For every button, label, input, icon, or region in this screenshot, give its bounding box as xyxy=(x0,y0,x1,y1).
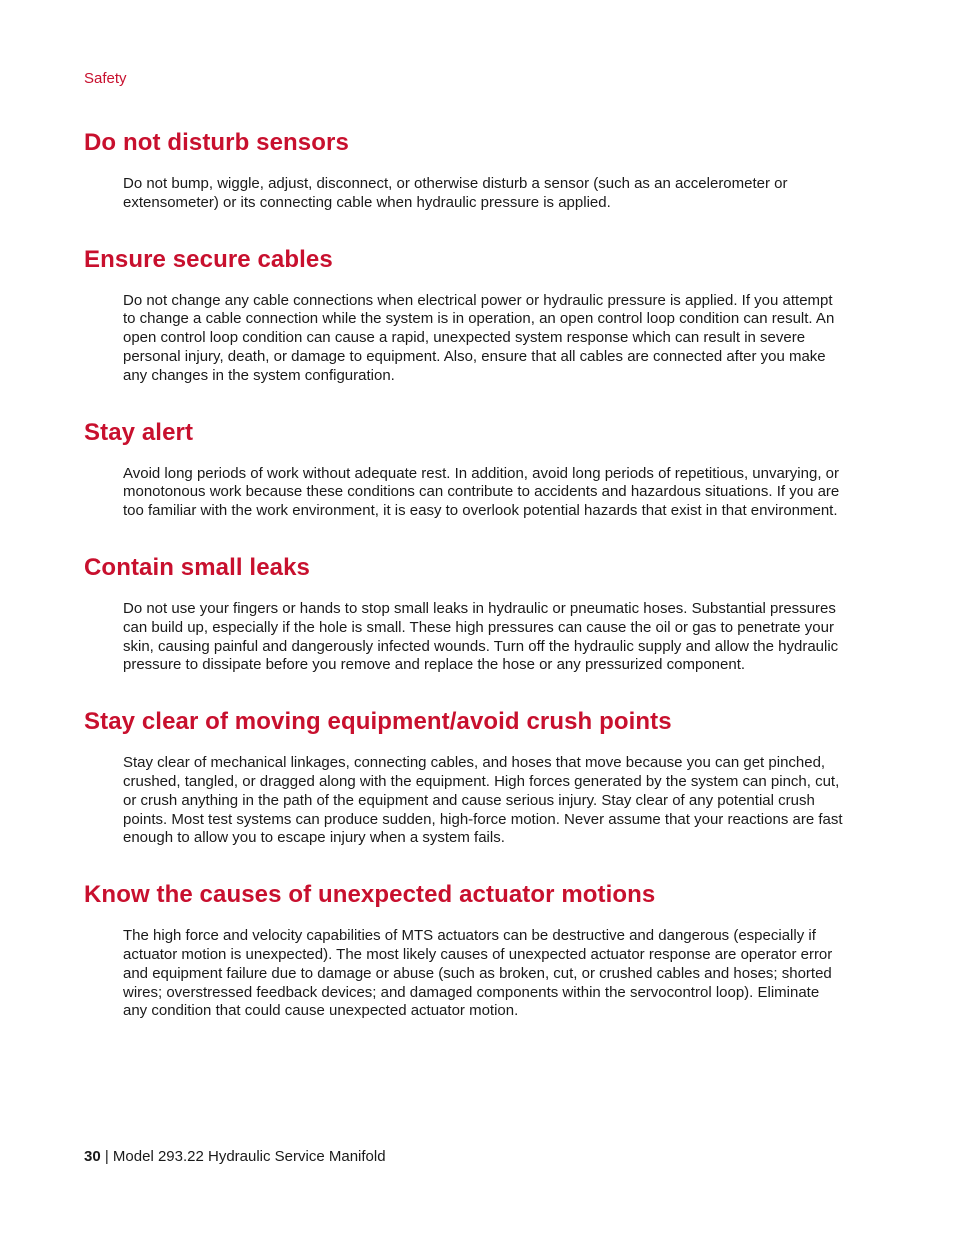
section-body: Do not use your fingers or hands to stop small leaks in hydraulic or pneumatic hoses. Substantial pressures can build up, especially if the hole is small. These high pressures can cause the oil or gas to penetrate your skin, causing painful and dangerously infected wounds. Turn off the hydraulic supply and allow the hydraulic pressure to dissipate before you remove and replace the hose or any pressurized component. xyxy=(123,599,839,674)
section-ensure-secure-cables xyxy=(84,243,844,386)
section-body: Do not change any cable connections when electrical power or hydraulic pressure is applied. If you attempt to change a cable connection while the system is in operation, an open control loop condition can result. An open control loop condition can cause a rapid, unexpected system response which can result in severe personal injury, death, or damage to equipment. Also, ensure that all cables are connected after you make any changes in the system configuration. xyxy=(123,291,835,384)
section-heading: Stay clear of moving equipment/avoid crush points xyxy=(84,708,672,736)
section-heading: Ensure secure cables xyxy=(84,245,333,273)
section-heading: Do not disturb sensors xyxy=(84,129,349,156)
section-contain-small-leaks xyxy=(84,551,844,675)
section-stay-alert xyxy=(84,416,844,521)
section-body: Stay clear of mechanical linkages, connecting cables, and hoses that move because you can get pinched, crushed, tangled, or dragged along with the equipment. High forces generated by the system can pinch, cut, or crush anything in the path of the equipment and cause serious injury. Stay clear of any potential crush points. Most test systems can produce sudden, high-force motion. Never assume that your reactions are fast enough to allow you to escape injury when a system fails. xyxy=(123,754,843,847)
document-title: Model 293.22 Hydraulic Service Manifold xyxy=(112,1148,386,1165)
section-do-not-disturb-sensors xyxy=(84,126,844,213)
main-content xyxy=(84,126,844,1021)
section-body: The high force and velocity capabilities of MTS actuators can be destructive and dangerous (especially if actuator motion is unexpected). The most likely causes of unexpected actuator response are operator error and equipment failure due to damage or abuse (such as broken, cut, or crushed cables and hoses; shorted wires; overstressed feedback devices; and damaged components within the servocontrol loop). Eliminate any condition that could cause unexpected actuator motion. xyxy=(123,927,833,1020)
running-header: Safety xyxy=(84,70,127,87)
page-footer xyxy=(84,1148,386,1165)
page-number: 30 xyxy=(84,1148,101,1165)
section-heading: Contain small leaks xyxy=(84,553,310,581)
section-stay-clear-moving-equipment xyxy=(84,705,844,848)
section-body: Avoid long periods of work without adequate rest. In addition, avoid long periods of repetitious, unvarying, or monotonous work because these conditions can contribute to accidents and hazardous situations. If you are too familiar with the work environment, it is easy to overlook potential hazards that exist in that environment. xyxy=(123,464,840,520)
section-heading: Stay alert xyxy=(84,418,194,446)
section-unexpected-actuator-motions xyxy=(84,878,844,1021)
section-heading: Know the causes of unexpected actuator motions xyxy=(84,881,656,909)
section-body: Do not bump, wiggle, adjust, disconnect, or otherwise disturb a sensor (such as an accelerometer or extensometer) or its connecting cable when hydraulic pressure is applied. xyxy=(123,175,788,211)
footer-separator: | xyxy=(100,1148,113,1165)
